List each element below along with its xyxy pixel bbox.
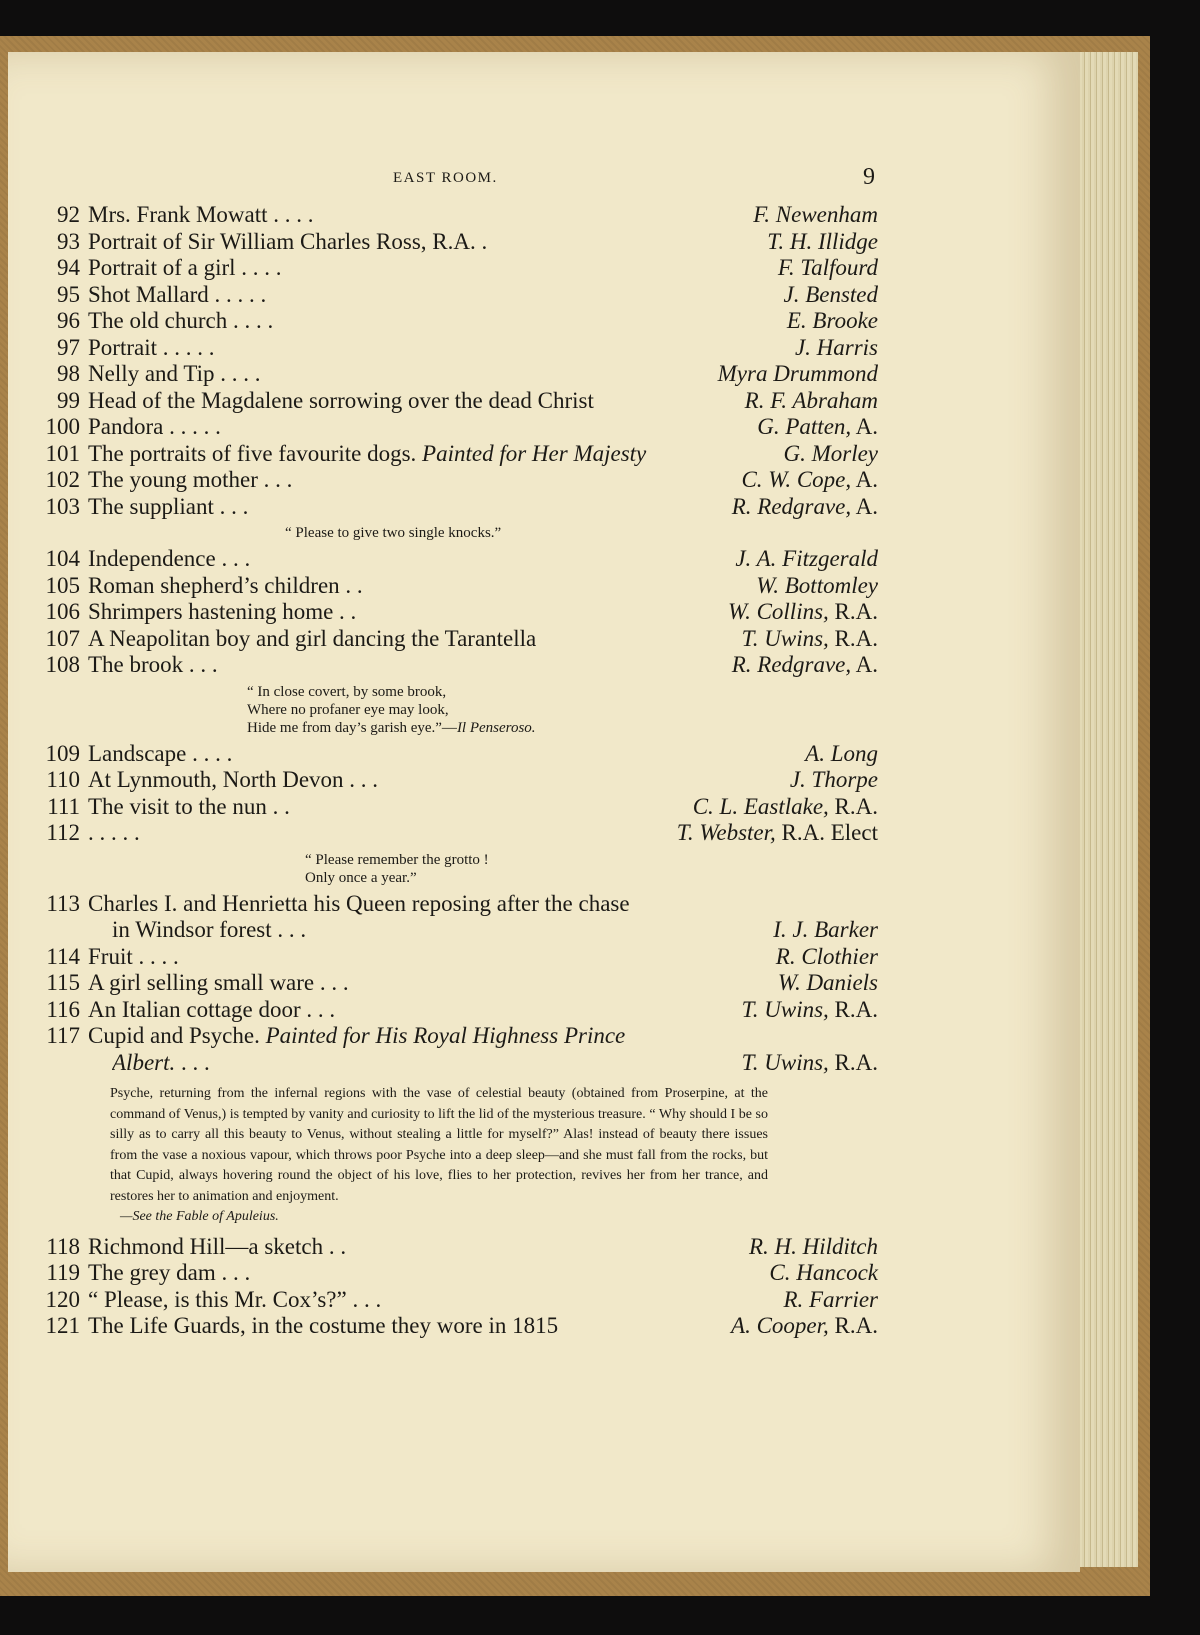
entry-117-continuation: Albert. . . . T. Uwins, R.A. [112,1049,878,1075]
work-title: Mrs. Frank Mowatt . . . . [88,202,314,227]
entry-105 [30,573,878,600]
catalogue-number: 109 [45,740,80,766]
artist-name: F. Newenham [753,202,878,227]
entry-119 [30,1260,878,1287]
work-title: Portrait of a girl . . . . [88,255,282,280]
work-title: A Neapolitan boy and girl dancing the Tarantella [88,625,537,651]
artist-name: W. Collins, R.A. [728,599,878,624]
artist-name: J. Harris [794,334,878,360]
work-title: Fruit . . . . [88,943,179,969]
catalogue-number: 96 [57,308,80,333]
entry-96 [30,308,878,335]
catalogue-number: 121 [45,1313,80,1338]
entry-117: 117 Cupid and Psyche. Painted for His Royal Highness Prince [46,1023,626,1048]
work-title: Shot Mallard . . . . . [88,281,267,307]
entry-95 [30,282,878,309]
artist-name: C. W. Cope, A. [741,467,878,492]
entries-109-112 [30,741,878,847]
catalogue-number: 94 [57,255,80,280]
work-title: An Italian cottage door . . . [88,996,336,1022]
entry-107 [30,626,878,653]
entry-103 [30,494,878,521]
entries-104-108 [30,546,878,679]
entry-113-continuation: in Windsor forest . . . I. J. Barker [112,917,878,942]
artist-name: R. Clothier [775,943,878,969]
artist-name: F. Talfourd [777,255,878,280]
entries-118-121 [30,1234,878,1340]
catalogue-number: 92 [57,202,80,227]
artist-name: C. L. Eastlake, R.A. [692,793,878,819]
catalogue-number: 118 [46,1233,80,1259]
entry-92 [30,202,878,229]
entry-109 [30,741,878,768]
work-title: A girl selling small ware . . . [88,970,349,995]
catalogue-number: 108 [45,652,80,677]
entry-118 [30,1234,878,1261]
artist-name: R. Redgrave, A. [731,493,878,519]
quote-108: “ In close covert, by some brook, Where no profaner eye may look, Hide me from day’s garish eye.”—Il Penseroso. [247,683,536,736]
entry-94 [30,255,878,282]
entry-97 [30,335,878,362]
artist-name: W. Bottomley [756,572,878,598]
catalogue-number: 101 [45,440,80,466]
entry-111 [30,794,878,821]
catalogue-list [30,202,878,1340]
work-title: The portraits of five favourite dogs. Painted for Her Majesty [88,440,647,466]
artist-name: G. Patten, A. [757,414,878,439]
catalogue-number: 102 [45,467,80,492]
artist-name: J. Bensted [783,281,878,307]
description-117: Psyche, returning from the infernal regions with the vase of celestial beauty (obtained from Proserpine, at the command of Venus,) is tempted by vanity and curiosity to lift the lid of the mysterious treasure. “ Why should I be so silly as to carry all this beauty to Venus, without stealing a little for myself?” Alas! instead of beauty there issues from the vase a noxious vapour, which throws poor Psyche into a deep sleep—and she must fall from the rocks, but that Cupid, always hovering round the object of his love, flies to her protection, revives her from her trance, and restores her to animation and enjoyment. —See the Fable of Apuleius. [110,1086,768,1224]
work-title: The old church . . . . [88,308,274,333]
entry-106 [30,599,878,626]
artist-name: T. Uwins, R.A. [741,996,878,1022]
work-title: Nelly and Tip . . . . [88,361,261,386]
entry-115 [30,970,878,997]
entry-110 [30,767,878,794]
artist-name: R. Farrier [783,1286,878,1312]
catalogue-number: 120 [45,1286,80,1312]
entry-112 [30,820,878,847]
artist-name: A. Long [805,740,878,766]
catalogue-number: 104 [45,546,80,571]
entry-116 [30,997,878,1024]
catalogue-number: 99 [57,387,80,413]
work-title: At Lynmouth, North Devon . . . [88,767,379,792]
entry-120 [30,1287,878,1314]
work-title: Head of the Magdalene sorrowing over the dead Christ [88,387,594,413]
running-head: EAST ROOM. [393,170,498,186]
page-header [8,164,1080,194]
entry-100 [30,414,878,441]
artist-name: R. H. Hilditch [748,1233,878,1259]
artist-name: C. Hancock [769,1260,878,1285]
entry-104 [30,546,878,573]
artist-name: A. Cooper, R.A. [731,1313,878,1338]
catalogue-number: 114 [46,943,80,969]
artist-name: T. Webster, R.A. Elect [676,820,878,845]
artist-name: J. A. Fitzgerald [735,546,878,571]
artist-name: R. F. Abraham [744,387,878,413]
work-title: Landscape . . . . [88,740,233,766]
catalogue-number: 112 [46,820,80,845]
page-number: 9 [863,164,875,190]
quote-103: “ Please to give two single knocks.” [285,525,502,541]
entry-101 [30,441,878,468]
work-title: Portrait . . . . . [88,334,215,360]
entry-114 [30,944,878,971]
work-title: Pandora . . . . . [88,414,221,439]
entries-114-116 [30,944,878,1024]
work-title: Shrimpers hastening home . . [88,599,357,624]
catalogue-number: 103 [45,493,80,519]
entry-98 [30,361,878,388]
artist-name: R. Redgrave, A. [731,652,878,677]
work-title: The Life Guards, in the costume they wore in 1815 [88,1313,559,1338]
catalogue-number: 116 [46,996,80,1022]
catalogue-number: 111 [47,793,80,819]
catalogue-number: 93 [57,228,80,254]
work-title: Portrait of Sir William Charles Ross, R.A. . [88,228,488,254]
catalogue-number: 98 [57,361,80,386]
catalogue-number: 95 [57,281,80,307]
entry-102 [30,467,878,494]
work-title: Roman shepherd’s children . . [88,572,363,598]
work-title: The young mother . . . [88,467,293,492]
catalogue-number: 110 [46,767,80,792]
artist-name: Myra Drummond [717,361,878,386]
entries-92-103 [30,202,878,520]
work-title: The brook . . . [88,652,218,677]
work-title: The suppliant . . . [88,493,249,519]
work-title: Richmond Hill—a sketch . . [88,1233,347,1259]
entry-99 [30,388,878,415]
catalogue-number: 105 [45,572,80,598]
entry-108 [30,652,878,679]
work-title: Independence . . . [88,546,251,571]
catalogue-number: 107 [45,625,80,651]
work-title: . . . . . [88,820,140,845]
artist-name: J. Thorpe [789,767,878,792]
artist-name: G. Morley [783,440,878,466]
catalogue-number: 97 [57,334,80,360]
catalogue-page [8,52,1080,1572]
artist-name: E. Brooke [786,308,878,333]
entry-113: 113 Charles I. and Henrietta his Queen reposing after the chase [46,890,630,916]
work-title: “ Please, is this Mr. Cox’s?” . . . [88,1286,382,1312]
entry-121 [30,1313,878,1340]
work-title: The visit to the nun . . [88,793,290,819]
entry-93 [30,229,878,256]
catalogue-number: 115 [46,970,80,995]
work-title: The grey dam . . . [88,1260,251,1285]
artist-name: T. Uwins, R.A. [741,625,878,651]
artist-name: W. Daniels [777,970,878,995]
artist-name: T. H. Illidge [767,228,878,254]
quote-112: “ Please remember the grotto ! Only once a year.” [305,851,489,886]
catalogue-number: 119 [46,1260,80,1285]
catalogue-number: 106 [45,599,80,624]
catalogue-number: 100 [45,414,80,439]
